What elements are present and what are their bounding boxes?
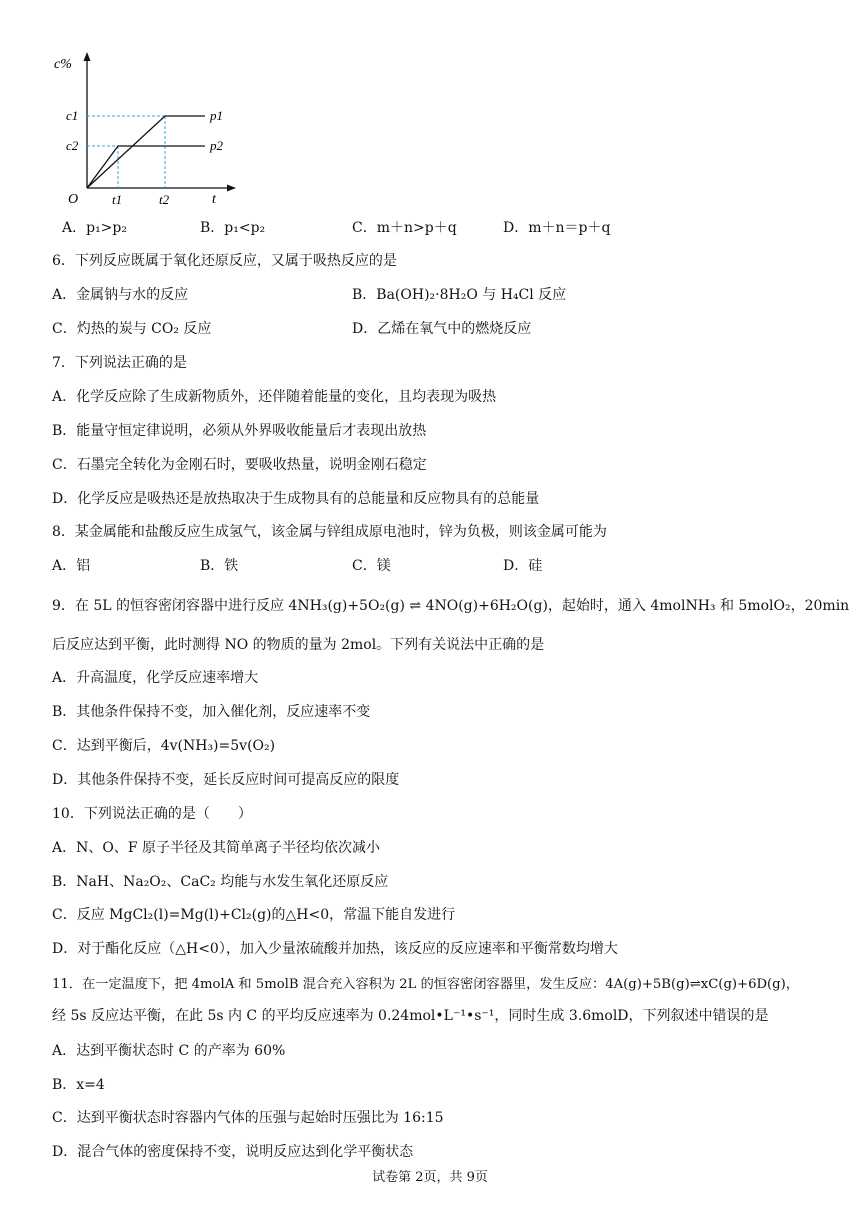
curve-label-p1: p1 (210, 108, 223, 123)
x-axis-arrow (227, 185, 236, 192)
tick-label-c2: c2 (66, 138, 79, 153)
tick-label-c1: c1 (66, 108, 79, 123)
q7-option-a: A．化学反应除了生成新物质外，还伴随着能量的变化，且均表现为吸热 (52, 389, 497, 405)
tick-label-t2: t2 (159, 192, 170, 207)
q10-option-b: B．NaH、Na₂O₂、CaC₂ 均能与水发生氧化还原反应 (52, 874, 389, 890)
origin-label: O (68, 192, 79, 207)
q11-option-a: A．达到平衡状态时 C 的产率为 60% (52, 1043, 286, 1059)
q9-option-c: C．达到平衡后，4v(NH₃)=5v(O₂) (52, 738, 276, 754)
q8-option-c: C．镁 (352, 558, 391, 574)
q6-option-a: A．金属钠与水的反应 (52, 287, 189, 303)
tick-label-t1: t1 (112, 192, 123, 207)
q7-option-d: D．化学反应是吸热还是放热取决于生成物具有的总能量和反应物具有的总能量 (52, 491, 540, 507)
q6-option-b: B．Ba(OH)₂·8H₂O 与 H₄Cl 反应 (352, 287, 567, 303)
q8-option-a: A．铝 (52, 558, 91, 574)
x-axis-label: t (212, 192, 216, 207)
q11-stem-line2: 经 5s 反应达平衡，在此 5s 内 C 的平均反应速率为 0.24mol•L⁻¹•s⁻¹，同时生成 3.6molD，下列叙述中错误的是 (52, 1008, 769, 1024)
q6-option-c: C．灼热的炭与 CO₂ 反应 (52, 321, 212, 337)
q7-option-c: C．石墨完全转化为金刚石时，要吸收热量，说明金刚石稳定 (52, 457, 427, 473)
q11-option-c: C．达到平衡状态时容器内气体的压强与起始时压强比为 16:15 (52, 1110, 444, 1126)
q11-option-b: B．x=4 (52, 1077, 105, 1093)
q7-option-b: B．能量守恒定律说明，必须从外界吸收能量后才表现出放热 (52, 423, 427, 439)
curve-label-p2: p2 (210, 138, 223, 153)
y-axis-arrow (84, 52, 91, 61)
q8-option-d: D．硅 (503, 558, 543, 574)
q10-option-a: A．N、O、F 原子半径及其简单离子半径均依次减小 (52, 840, 381, 856)
curve-p1 (87, 116, 205, 188)
q5-option-d: D．m＋n＝p＋q (503, 220, 611, 236)
q10-option-d: D．对于酯化反应（△H<0），加入少量浓硫酸并加热，该反应的反应速率和平衡常数均增大 (52, 941, 618, 957)
q9-option-d: D．其他条件保持不变，延长反应时间可提高反应的限度 (52, 772, 400, 788)
q9-stem-line2: 后反应达到平衡，此时测得 NO 的物质的量为 2mol。下列有关说法中正确的是 (52, 637, 545, 653)
q11-option-d: D．混合气体的密度保持不变，说明反应达到化学平衡状态 (52, 1144, 414, 1160)
q8-stem: 8．某金属能和盐酸反应生成氢气，该金属与锌组成原电池时，锌为负极，则该金属可能为 (52, 524, 607, 540)
q9-option-a: A．升高温度，化学反应速率增大 (52, 670, 259, 686)
q7-stem: 7．下列说法正确的是 (52, 355, 187, 371)
q11-stem-line1: 11．在一定温度下，把 4molA 和 5molB 混合充入容积为 2L 的恒容密闭容器里，发生反应：4A(g)+5B(g)⇌xC(g)+6D(g)， (52, 977, 799, 992)
q9-option-b: B．其他条件保持不变，加入催化剂，反应速率不变 (52, 704, 371, 720)
q6-stem: 6．下列反应既属于氧化还原反应，又属于吸热反应的是 (52, 253, 397, 269)
q6-option-d: D．乙烯在氧气中的燃烧反应 (352, 321, 532, 337)
q5-option-b: B．p₁<p₂ (200, 220, 266, 236)
q8-option-b: B．铁 (200, 558, 239, 574)
q5-option-a: A．p₁>p₂ (62, 220, 127, 236)
q10-option-c: C．反应 MgCl₂(l)=Mg(l)+Cl₂(g)的△H<0，常温下能自发进行 (52, 907, 456, 923)
q5-option-c: C．m＋n>p＋q (352, 220, 457, 236)
page-footer: 试卷第 2页，共 9页 (372, 1170, 488, 1185)
q10-stem: 10．下列说法正确的是（ ） (52, 806, 252, 822)
q9-stem-line1: 9．在 5L 的恒容密闭容器中进行反应 4NH₃(g)+5O₂(g) ⇌ 4NO(g)+6H₂O(g)，起始时，通入 4molNH₃ 和 5molO₂，20min (52, 598, 850, 614)
curve-p2 (87, 146, 205, 188)
y-axis-label: c% (54, 57, 72, 72)
concentration-time-graph (52, 48, 242, 210)
